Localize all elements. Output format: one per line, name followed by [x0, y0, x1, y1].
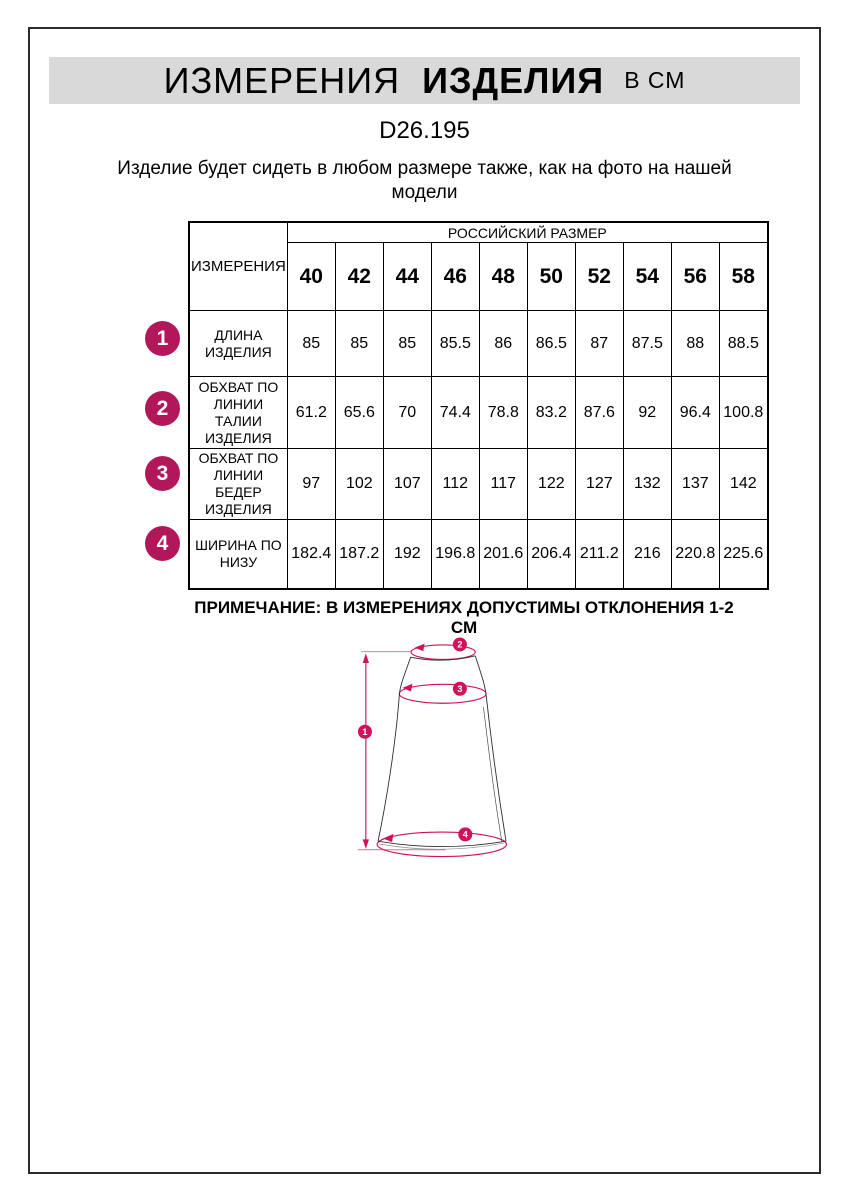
measurement-value-cell: 225.6 — [719, 520, 768, 589]
measurement-value-cell: 85.5 — [431, 311, 479, 377]
size-header-cell: 44 — [383, 243, 431, 311]
table-row — [189, 449, 768, 520]
size-header-cell: 56 — [671, 243, 719, 311]
measurement-value-cell: 201.6 — [479, 520, 527, 589]
page-title-word2: ИЗДЕЛИЯ — [422, 59, 605, 101]
measurement-value-cell: 112 — [431, 449, 479, 520]
arrow-up-icon — [363, 654, 369, 663]
measurement-value-cell: 74.4 — [431, 377, 479, 449]
diagram-callouts — [358, 637, 472, 841]
table-callout-4: 4 — [145, 526, 180, 561]
measurement-value-cell: 96.4 — [671, 377, 719, 449]
measurement-value-cell: 132 — [623, 449, 671, 520]
length-dimension-line — [358, 652, 446, 850]
tolerance-note: ПРИМЕЧАНИЕ: В ИЗМЕРЕНИЯХ ДОПУСТИМЫ ОТКЛОНЕНИЯ 1-2 СМ — [194, 598, 734, 637]
skirt-measurement-diagram — [230, 630, 650, 1150]
table-callout-1: 1 — [145, 321, 180, 356]
measurement-value-cell: 102 — [335, 449, 383, 520]
measurement-value-cell: 196.8 — [431, 520, 479, 589]
page-title-word1: ИЗМЕРЕНИЯ — [163, 59, 401, 101]
model-code: D26.195 — [379, 117, 470, 144]
measurement-value-cell: 192 — [383, 520, 431, 589]
table-row — [189, 311, 768, 377]
measurement-value-cell: 206.4 — [527, 520, 575, 589]
measurements-table — [188, 221, 769, 590]
arrow-down-icon — [363, 839, 369, 848]
measurement-value-cell: 85 — [383, 311, 431, 377]
arrow-left-icon — [402, 684, 412, 692]
measurement-value-cell: 85 — [335, 311, 383, 377]
measurement-value-cell: 83.2 — [527, 377, 575, 449]
measurement-value-cell: 87.5 — [623, 311, 671, 377]
diagram-callout-4: 4 — [462, 829, 468, 840]
size-header-cell: 54 — [623, 243, 671, 311]
hip-girth-ellipse — [399, 684, 486, 703]
table-callout-2: 2 — [145, 391, 180, 426]
measurement-value-cell: 61.2 — [287, 377, 335, 449]
measurement-value-cell: 78.8 — [479, 377, 527, 449]
right-inner-seam — [483, 707, 502, 842]
size-header-cell: 46 — [431, 243, 479, 311]
fit-note-text: Изделие будет сидеть в любом размере также, как на фото на нашей модели — [117, 158, 732, 203]
measurement-value-cell: 117 — [479, 449, 527, 520]
left-side-seam — [378, 657, 411, 841]
measurement-value-cell: 182.4 — [287, 520, 335, 589]
measurement-value-cell: 65.6 — [335, 377, 383, 449]
size-header-cell: 40 — [287, 243, 335, 311]
measurement-value-cell: 88 — [671, 311, 719, 377]
measurement-value-cell: 220.8 — [671, 520, 719, 589]
measurement-value-cell: 127 — [575, 449, 623, 520]
diagram-callout-1: 1 — [362, 726, 368, 737]
measurement-value-cell: 137 — [671, 449, 719, 520]
table-row — [189, 377, 768, 449]
measurement-value-cell: 92 — [623, 377, 671, 449]
size-header-cell: 50 — [527, 243, 575, 311]
size-header-cell: 48 — [479, 243, 527, 311]
measurement-value-cell: 100.8 — [719, 377, 768, 449]
diagram-callout-2: 2 — [457, 639, 463, 650]
table-callout-3: 3 — [145, 456, 180, 491]
measurement-value-cell: 86 — [479, 311, 527, 377]
measurement-value-cell: 216 — [623, 520, 671, 589]
row-label: ОБХВАТ ПО ЛИНИИ БЕДЕР ИЗДЕЛИЯ — [189, 449, 287, 520]
table-row — [189, 520, 768, 589]
diagram-callout-3: 3 — [457, 683, 463, 694]
measurement-value-cell: 85 — [287, 311, 335, 377]
measurement-value-cell: 87.6 — [575, 377, 623, 449]
size-header-cell: 42 — [335, 243, 383, 311]
measurement-value-cell: 70 — [383, 377, 431, 449]
title-band — [49, 57, 800, 104]
row-label: ОБХВАТ ПО ЛИНИИ ТАЛИИ ИЗДЕЛИЯ — [189, 377, 287, 449]
row-label: ДЛИНА ИЗДЕЛИЯ — [189, 311, 287, 377]
measurement-value-cell: 97 — [287, 449, 335, 520]
size-header-cell: 52 — [575, 243, 623, 311]
measurement-value-cell: 88.5 — [719, 311, 768, 377]
arrow-left-icon — [383, 834, 393, 842]
measurements-corner-cell: ИЗМЕРЕНИЯ — [189, 222, 287, 311]
measurement-value-cell: 86.5 — [527, 311, 575, 377]
measurement-value-cell: 187.2 — [335, 520, 383, 589]
row-label: ШИРИНА ПО НИЗУ — [189, 520, 287, 589]
table-group-header-row — [189, 222, 768, 243]
measurement-value-cell: 142 — [719, 449, 768, 520]
right-side-seam — [475, 656, 506, 841]
arrow-left-icon — [415, 644, 425, 652]
russian-size-header: РОССИЙСКИЙ РАЗМЕР — [287, 222, 768, 243]
measurement-value-cell: 211.2 — [575, 520, 623, 589]
measurement-value-cell: 87 — [575, 311, 623, 377]
measurement-value-cell: 122 — [527, 449, 575, 520]
size-header-cell: 58 — [719, 243, 768, 311]
page-title-unit: В СМ — [624, 67, 686, 93]
measurement-value-cell: 107 — [383, 449, 431, 520]
